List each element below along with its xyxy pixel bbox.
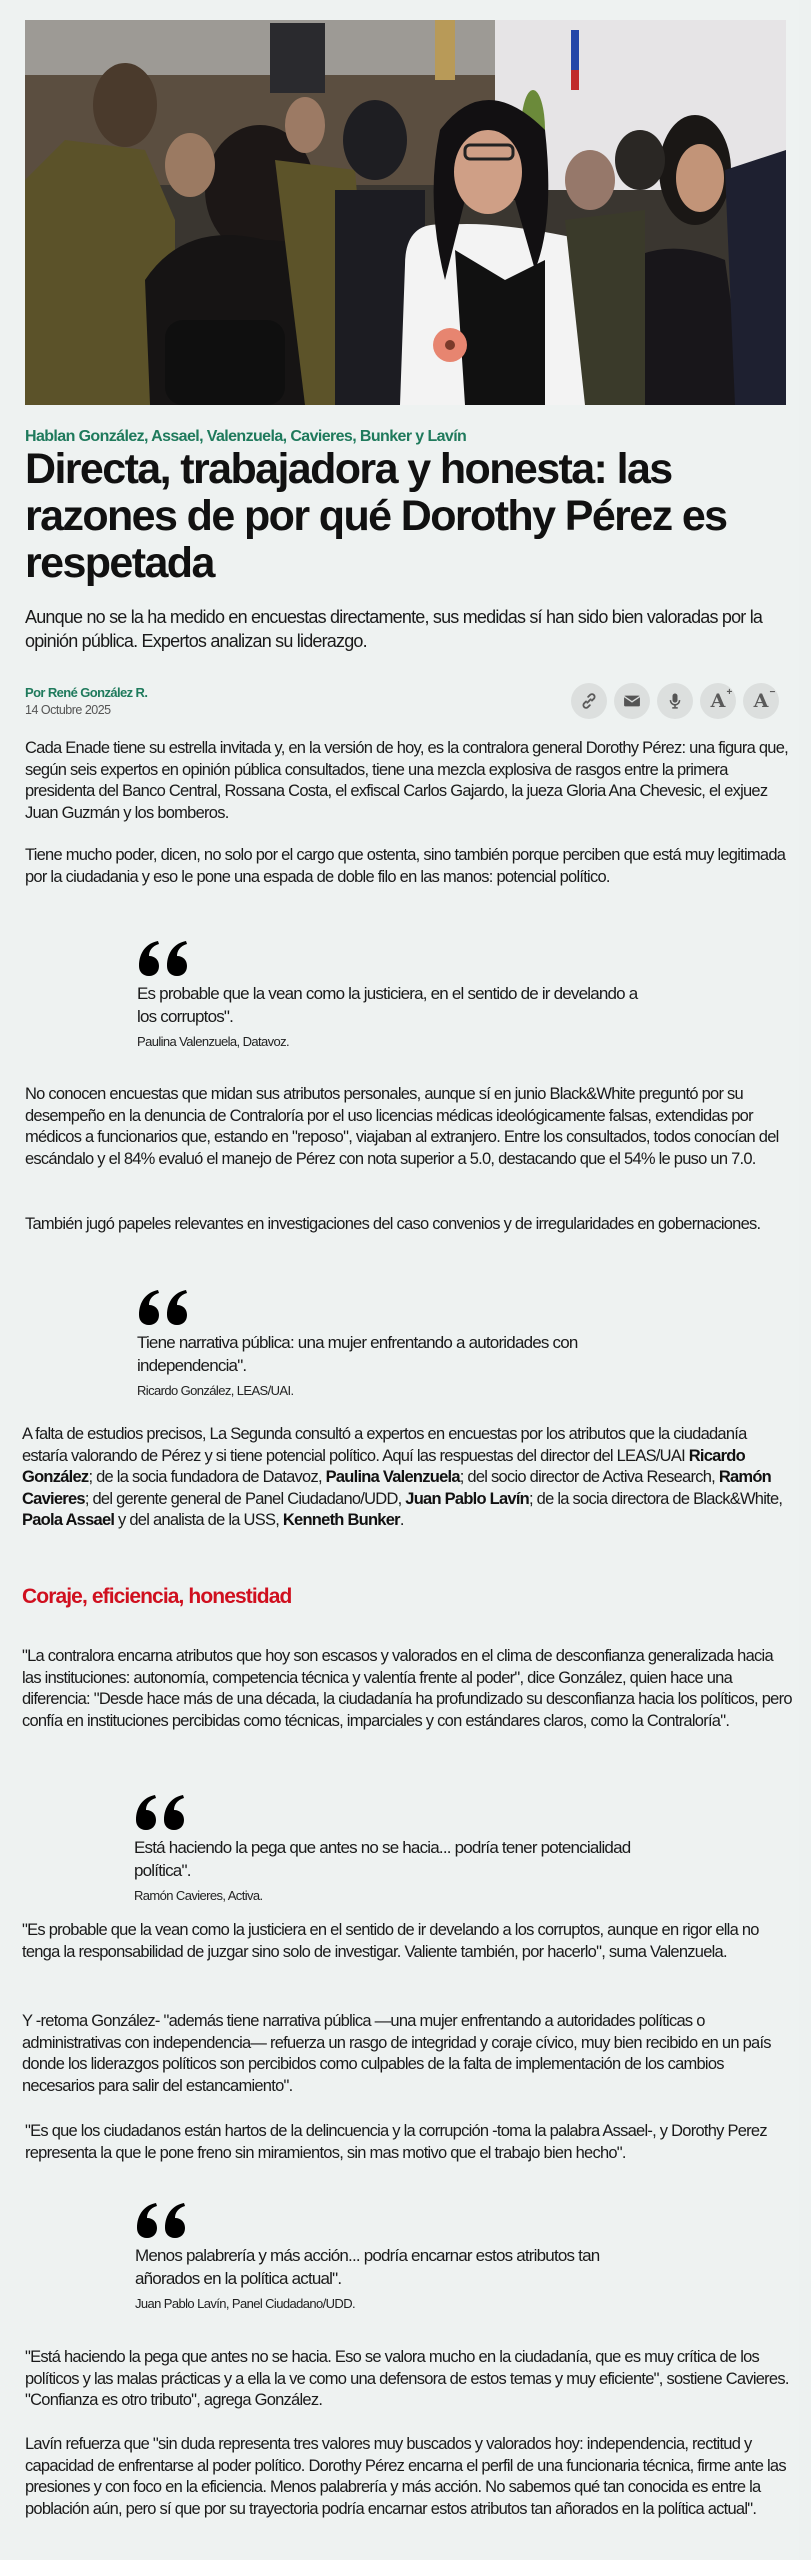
- body-paragraph: Cada Enade tiene su estrella invitada y, en la versión de hoy, es la contralora general Dorothy Pérez: una figura que, según seis expertos en opinión pública consultados, tiene una mezcla explosiva de rasgos entre la primera presidenta del Banco Central, Rossana Costa, el exfiscal Carlos Gajardo, la jueza Gloria Ana Chevesic, el exjuez Juan Guzmán y los bomberos.: [25, 739, 788, 822]
- microphone-icon: [665, 691, 685, 711]
- expert-name: Paola Assael: [22, 1511, 115, 1529]
- page-edge: [799, 0, 811, 2560]
- pull-quote-attribution: Paulina Valenzuela, Datavoz.: [137, 1034, 290, 1049]
- expert-name: Paulina Valenzuela: [325, 1468, 460, 1486]
- font-increase-button[interactable]: [700, 683, 736, 719]
- body-paragraph: Tiene mucho poder, dicen, no solo por el cargo que ostenta, sino también porque perciben que está muy legitimada por la ciudadania y eso le pone una espada de doble filo en las manos: potencial político.: [25, 846, 786, 886]
- pull-quote-attribution: Juan Pablo Lavín, Panel Ciudadano/UDD.: [135, 2296, 356, 2311]
- font-decrease-icon: A −: [753, 687, 776, 712]
- expert-name: Ricardo González: [22, 1446, 745, 1486]
- quote-mark-icon: [134, 1794, 188, 1830]
- section-subhead: Coraje, eficiencia, honestidad: [22, 1585, 292, 1608]
- pull-quote-attribution: Ricardo González, LEAS/UAI.: [137, 1383, 294, 1398]
- body-paragraph: "Es probable que la vean como la justiciera en el sentido de ir develando a los corruptos, aunque en rigor ella no tenga la responsabilidad de juzgar sino solo de investigar. Valiente también, por hacerlo", suma Valenzuela.: [22, 1921, 759, 1961]
- article-headline: Directa, trabajadora y honesta: las razones de por qué Dorothy Pérez es respetada: [25, 445, 727, 587]
- body-paragraph: "Es que los ciudadanos están hartos de la delincuencia y la corrupción -toma la palabra Assael-, y Dorothy Perez representa la que le pone freno sin miramientos, sin mas motivo que el trabajo bien hecho".: [25, 2122, 767, 2162]
- font-decrease-button[interactable]: [743, 683, 779, 719]
- link-icon: [579, 691, 599, 711]
- body-paragraph: "Está haciendo la pega que antes no se hacia. Eso se valora mucho en la ciudadanía, que es muy crítica de los políticos y las malas prácticas y a ella la ve como una defensora de estos temas y muy eficiente", sostiene Cavieres. "Confianza es otro tributo", agrega González.: [25, 2348, 789, 2409]
- pull-quote-text: Tiene narrativa pública: una mujer enfrentando a autoridades con independencia".: [137, 1333, 578, 1375]
- quote-mark-icon: [137, 1289, 191, 1325]
- pull-quote: [134, 1794, 654, 1903]
- quote-mark-icon: [137, 940, 191, 976]
- article-byline[interactable]: Por René González R.: [25, 685, 148, 700]
- expert-name: Juan Pablo Lavín: [405, 1489, 529, 1508]
- expert-name: Kenneth Bunker: [282, 1511, 400, 1529]
- mail-icon: [622, 691, 642, 711]
- body-paragraph: También jugó papeles relevantes en investigaciones del caso convenios y de irregularidades en gobernaciones.: [25, 1215, 761, 1233]
- hero-photo: [25, 20, 786, 405]
- quote-mark-icon: [135, 2202, 189, 2238]
- font-increase-icon: A +: [710, 687, 733, 712]
- pull-quote: [137, 940, 657, 1049]
- article-date: 14 Octubre 2025: [25, 703, 111, 717]
- pull-quote-text: Menos palabrería y más acción... podría encarnar estos atributos tan añorados en la política actual".: [135, 2246, 600, 2288]
- pull-quote-text: Está haciendo la pega que antes no se hacia... podría tener potencialidad política".: [134, 1838, 631, 1880]
- pull-quote-attribution: Ramón Cavieres, Activa.: [134, 1888, 263, 1903]
- body-paragraph: No conocen encuestas que midan sus atributos personales, aunque sí en junio Black&White preguntó por su desempeño en la denuncia de Contraloría por el uso licencias médicas ideológicamente falsas, extendidas por médicos a funcionarios que, estando en "reposo", viajaban al extranjero. Entre los consultados, todos conocían del escándalo y el 84% evaluó el manejo de Pérez con nota superior a 5.0, destacando que el 54% le puso un 7.0.: [25, 1085, 779, 1168]
- hero-photo-illustration: [25, 20, 786, 405]
- email-share-button[interactable]: [614, 683, 650, 719]
- listen-button[interactable]: [657, 683, 693, 719]
- body-paragraph: A falta de estudios precisos, La Segunda consultó a expertos en encuestas por los atributos que la ciudadanía estaría valorando de Pérez y si tiene potencial político. Aquí las respuestas del director del LEAS/UAI Ricardo González; de la socia fundadora de Datavoz, Paulina Valenzuela; del socio director de Activa Research, Ramón Cavieres; del gerente general de Panel Ciudadano/UDD, Juan Pablo Lavín; de la socia directora de Black&White, Paola Assael y del analista de la USS, Kenneth Bunker.: [22, 1425, 783, 1529]
- article-deck: Aunque no se la ha medido en encuestas directamente, sus medidas sí han sido bien valoradas por la opinión pública. Expertos analizan su liderazgo.: [25, 607, 763, 651]
- expert-name: Ramón Cavieres: [22, 1468, 771, 1508]
- pull-quote: [135, 2202, 655, 2311]
- article-kicker: Hablan González, Assael, Valenzuela, Cavieres, Bunker y Lavín: [25, 428, 467, 445]
- pull-quote-text: Es probable que la vean como la justiciera, en el sentido de ir develando a los corruptos".: [137, 984, 638, 1026]
- pull-quote: [137, 1289, 657, 1398]
- copy-link-button[interactable]: [571, 683, 607, 719]
- body-paragraph: "La contralora encarna atributos que hoy son escasos y valorados en el clima de desconfianza generalizada hacia las instituciones: autonomía, competencia técnica y valentía frente al poder", dice González, quien hace una diferencia: "Desde hace más de una década, la ciudadanía ha profundizado su desconfianza hacia los políticos, pero confía en instituciones percibidas como técnicas, imparciales y con estándares claros, como la Contraloría".: [22, 1647, 792, 1730]
- article-toolbar: [571, 683, 779, 719]
- body-paragraph: Lavín refuerza que "sin duda representa tres valores muy buscados y valorados hoy: independencia, rectitud y capacidad de enfrentarse al poder político. Dorothy Pérez encarna el perfil de una funcionaria técnica, firme ante las presiones y con foco en la eficiencia. Menos palabrería y más acción. No sabemos qué tan conocida es entre la población aún, pero sí que por su trayectoria podría encarnar estos atributos tan añorados en la política actual".: [25, 2435, 786, 2518]
- body-paragraph: Y -retoma González- "además tiene narrativa pública —una mujer enfrentando a autoridades políticas o administrativas con independencia— refuerza un rasgo de integridad y coraje cívico, muy bien recibido en un país donde los liderazgos políticos son percibidos como culpables de la falta de implementación de los cambios necesarios para salir del estancamiento".: [22, 2012, 771, 2095]
